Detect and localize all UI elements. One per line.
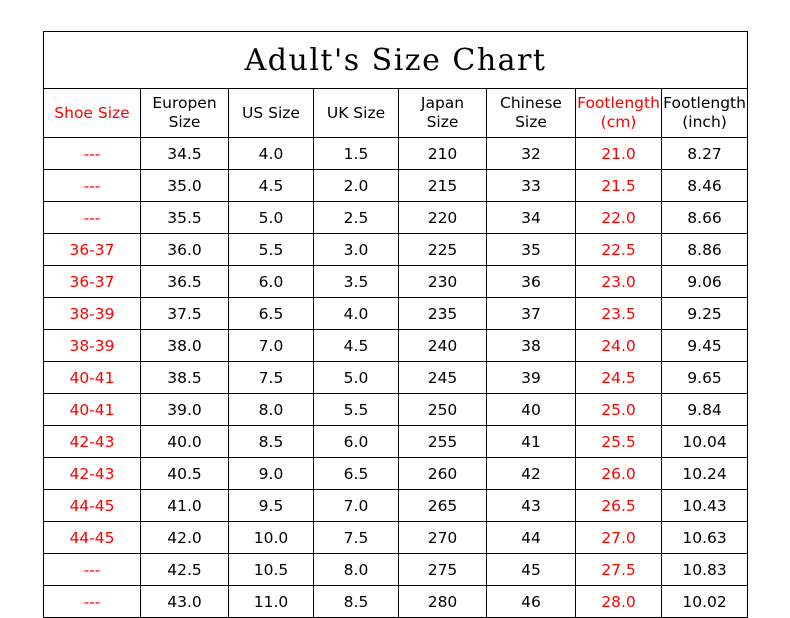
cell-footlength-inch: 8.86	[662, 234, 748, 266]
cell-japan-size: 225	[399, 234, 487, 266]
cell-shoe-size: ---	[44, 554, 141, 586]
cell-shoe-size: 40-41	[44, 394, 141, 426]
cell-chinese-size: 40	[487, 394, 576, 426]
cell-footlength-inch: 9.25	[662, 298, 748, 330]
cell-europen-size: 39.0	[141, 394, 229, 426]
cell-japan-size: 240	[399, 330, 487, 362]
column-header-line: Footlength	[663, 94, 746, 112]
cell-us-size: 4.0	[229, 138, 314, 170]
table-row	[44, 266, 748, 298]
cell-shoe-size: 44-45	[44, 490, 141, 522]
cell-chinese-size: 33	[487, 170, 576, 202]
cell-footlength-cm: 21.5	[576, 170, 662, 202]
cell-us-size: 8.5	[229, 426, 314, 458]
cell-japan-size: 270	[399, 522, 487, 554]
table-row	[44, 202, 748, 234]
column-header-line: (inch)	[682, 113, 727, 131]
cell-europen-size: 36.0	[141, 234, 229, 266]
cell-footlength-inch: 10.04	[662, 426, 748, 458]
cell-shoe-size: ---	[44, 138, 141, 170]
cell-footlength-inch: 10.83	[662, 554, 748, 586]
cell-uk-size: 1.5	[314, 138, 399, 170]
table-row	[44, 330, 748, 362]
cell-footlength-cm: 21.0	[576, 138, 662, 170]
cell-shoe-size: 42-43	[44, 426, 141, 458]
cell-europen-size: 38.0	[141, 330, 229, 362]
cell-japan-size: 260	[399, 458, 487, 490]
column-header-line: (cm)	[600, 113, 637, 131]
cell-shoe-size: 44-45	[44, 522, 141, 554]
column-header-us-size	[229, 89, 314, 138]
cell-us-size: 10.5	[229, 554, 314, 586]
cell-europen-size: 40.0	[141, 426, 229, 458]
cell-us-size: 8.0	[229, 394, 314, 426]
cell-footlength-cm: 24.0	[576, 330, 662, 362]
cell-europen-size: 37.5	[141, 298, 229, 330]
cell-japan-size: 250	[399, 394, 487, 426]
table-row	[44, 234, 748, 266]
cell-footlength-inch: 9.06	[662, 266, 748, 298]
cell-footlength-cm: 27.5	[576, 554, 662, 586]
cell-japan-size: 220	[399, 202, 487, 234]
cell-footlength-cm: 26.5	[576, 490, 662, 522]
cell-footlength-cm: 28.0	[576, 586, 662, 618]
cell-uk-size: 7.5	[314, 522, 399, 554]
cell-europen-size: 43.0	[141, 586, 229, 618]
cell-chinese-size: 37	[487, 298, 576, 330]
cell-footlength-cm: 24.5	[576, 362, 662, 394]
cell-footlength-cm: 22.0	[576, 202, 662, 234]
column-header-line: Chinese	[500, 94, 562, 112]
cell-chinese-size: 44	[487, 522, 576, 554]
cell-europen-size: 41.0	[141, 490, 229, 522]
cell-us-size: 9.5	[229, 490, 314, 522]
cell-chinese-size: 39	[487, 362, 576, 394]
column-header-uk-size	[314, 89, 399, 138]
adult-size-chart-table	[43, 31, 748, 618]
cell-chinese-size: 38	[487, 330, 576, 362]
cell-japan-size: 215	[399, 170, 487, 202]
cell-uk-size: 4.0	[314, 298, 399, 330]
cell-uk-size: 7.0	[314, 490, 399, 522]
cell-shoe-size: ---	[44, 202, 141, 234]
cell-footlength-cm: 25.0	[576, 394, 662, 426]
column-header-line: Footlength	[577, 94, 660, 112]
table-row	[44, 426, 748, 458]
cell-uk-size: 3.0	[314, 234, 399, 266]
cell-chinese-size: 32	[487, 138, 576, 170]
cell-uk-size: 6.5	[314, 458, 399, 490]
cell-japan-size: 210	[399, 138, 487, 170]
cell-us-size: 5.0	[229, 202, 314, 234]
cell-footlength-inch: 9.65	[662, 362, 748, 394]
cell-europen-size: 34.5	[141, 138, 229, 170]
cell-japan-size: 280	[399, 586, 487, 618]
cell-us-size: 11.0	[229, 586, 314, 618]
cell-uk-size: 6.0	[314, 426, 399, 458]
column-header-chinese-size	[487, 89, 576, 138]
cell-us-size: 5.5	[229, 234, 314, 266]
column-header-line: Size	[168, 113, 201, 131]
cell-footlength-inch: 9.45	[662, 330, 748, 362]
table-row	[44, 394, 748, 426]
cell-japan-size: 275	[399, 554, 487, 586]
column-header-japan-size	[399, 89, 487, 138]
cell-japan-size: 245	[399, 362, 487, 394]
cell-chinese-size: 41	[487, 426, 576, 458]
cell-shoe-size: 36-37	[44, 266, 141, 298]
cell-us-size: 9.0	[229, 458, 314, 490]
cell-uk-size: 5.0	[314, 362, 399, 394]
cell-shoe-size: ---	[44, 586, 141, 618]
cell-chinese-size: 46	[487, 586, 576, 618]
cell-us-size: 10.0	[229, 522, 314, 554]
cell-us-size: 7.5	[229, 362, 314, 394]
cell-footlength-inch: 8.27	[662, 138, 748, 170]
column-header-line: Europen	[152, 94, 217, 112]
cell-shoe-size: 36-37	[44, 234, 141, 266]
cell-uk-size: 4.5	[314, 330, 399, 362]
cell-chinese-size: 34	[487, 202, 576, 234]
cell-europen-size: 35.0	[141, 170, 229, 202]
table-row	[44, 586, 748, 618]
cell-footlength-cm: 27.0	[576, 522, 662, 554]
column-header-shoe-size	[44, 89, 141, 138]
cell-uk-size: 8.5	[314, 586, 399, 618]
cell-uk-size: 8.0	[314, 554, 399, 586]
column-header-footlength-inch	[662, 89, 748, 138]
table-row	[44, 490, 748, 522]
cell-chinese-size: 45	[487, 554, 576, 586]
cell-shoe-size: 40-41	[44, 362, 141, 394]
cell-chinese-size: 36	[487, 266, 576, 298]
cell-us-size: 7.0	[229, 330, 314, 362]
cell-shoe-size: ---	[44, 170, 141, 202]
cell-europen-size: 35.5	[141, 202, 229, 234]
chart-title-row	[44, 32, 748, 89]
cell-us-size: 6.5	[229, 298, 314, 330]
table-row	[44, 362, 748, 394]
cell-shoe-size: 38-39	[44, 298, 141, 330]
cell-chinese-size: 35	[487, 234, 576, 266]
cell-footlength-cm: 22.5	[576, 234, 662, 266]
cell-uk-size: 2.0	[314, 170, 399, 202]
table-row	[44, 554, 748, 586]
cell-europen-size: 40.5	[141, 458, 229, 490]
table-row	[44, 522, 748, 554]
table-row	[44, 170, 748, 202]
column-header-europen-size	[141, 89, 229, 138]
cell-us-size: 4.5	[229, 170, 314, 202]
cell-europen-size: 42.5	[141, 554, 229, 586]
cell-footlength-inch: 8.46	[662, 170, 748, 202]
page-title: Adult's Size Chart	[44, 32, 748, 89]
cell-footlength-cm: 26.0	[576, 458, 662, 490]
cell-chinese-size: 43	[487, 490, 576, 522]
cell-footlength-inch: 10.63	[662, 522, 748, 554]
column-header-line: Size	[426, 113, 459, 131]
cell-footlength-inch: 9.84	[662, 394, 748, 426]
cell-japan-size: 230	[399, 266, 487, 298]
size-chart-container	[43, 31, 747, 618]
cell-uk-size: 3.5	[314, 266, 399, 298]
cell-shoe-size: 38-39	[44, 330, 141, 362]
cell-footlength-inch: 10.24	[662, 458, 748, 490]
cell-europen-size: 36.5	[141, 266, 229, 298]
cell-footlength-inch: 10.43	[662, 490, 748, 522]
cell-japan-size: 235	[399, 298, 487, 330]
cell-us-size: 6.0	[229, 266, 314, 298]
table-row	[44, 298, 748, 330]
table-row	[44, 138, 748, 170]
cell-footlength-cm: 25.5	[576, 426, 662, 458]
cell-japan-size: 255	[399, 426, 487, 458]
column-header-line: US Size	[242, 103, 300, 122]
cell-footlength-inch: 8.66	[662, 202, 748, 234]
cell-japan-size: 265	[399, 490, 487, 522]
cell-footlength-cm: 23.5	[576, 298, 662, 330]
cell-uk-size: 2.5	[314, 202, 399, 234]
cell-uk-size: 5.5	[314, 394, 399, 426]
column-header-line: Shoe Size	[54, 103, 130, 122]
cell-europen-size: 38.5	[141, 362, 229, 394]
column-header-line: UK Size	[326, 103, 386, 122]
cell-footlength-inch: 10.02	[662, 586, 748, 618]
table-row	[44, 458, 748, 490]
cell-footlength-cm: 23.0	[576, 266, 662, 298]
cell-shoe-size: 42-43	[44, 458, 141, 490]
column-header-line: Size	[515, 113, 547, 131]
cell-chinese-size: 42	[487, 458, 576, 490]
chart-header-row	[44, 89, 748, 138]
column-header-line: Japan	[420, 94, 465, 112]
cell-europen-size: 42.0	[141, 522, 229, 554]
column-header-footlength-cm	[576, 89, 662, 138]
